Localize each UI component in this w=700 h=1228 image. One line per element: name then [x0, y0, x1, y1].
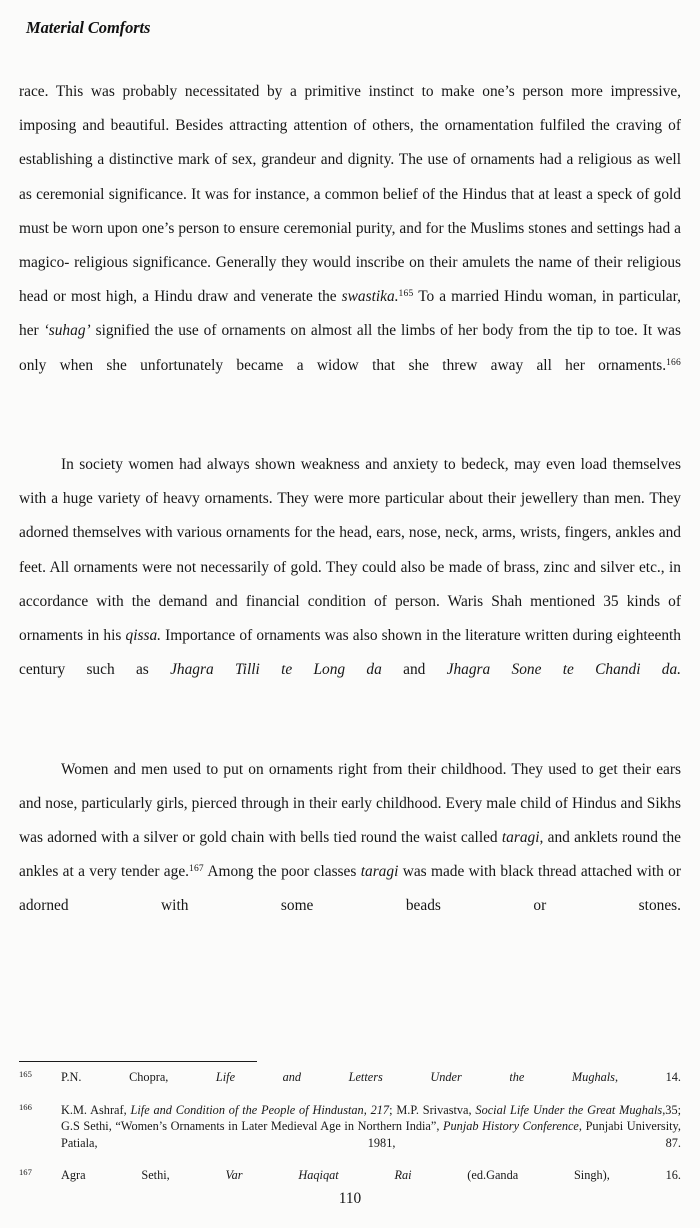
text-run: and anklets round the ankles at a very tender age.: [19, 829, 681, 881]
italic-run: taragi,: [501, 829, 544, 847]
text-run: Importance of ornaments was also shown in the literature written during eighteenth century such as: [19, 627, 681, 679]
text-run: Women and men used to put on ornaments right from their childhood. They used to get their ears and nose, particularly girls, pierced through in their early childhood. Every male child of Hindus and Sikhs was adorned with a silver or gold chain with bells tied round the waist called: [19, 760, 681, 847]
footnote-separator-rule: [19, 1061, 257, 1062]
text-run: , Punjabi University, Patiala, 1981, 87.: [61, 1119, 681, 1150]
footnote-number: 166: [19, 1101, 32, 1112]
italic-run: qissa.: [125, 627, 162, 645]
italic-run: Life and Letters Under the Mughals: [215, 1070, 615, 1084]
body-paragraph: [19, 75, 681, 417]
footnote-reference: 166: [666, 356, 681, 368]
footnote-entry: [19, 1102, 681, 1168]
text-run: race. This was probably necessitated by a primitive instinct to make one’s person more impressive, imposing and beautiful. Besides attracting attention of others, the ornamentation fulfiled the craving of establishing a distinctive mark of sex, grandeur and dignity. The use of ornaments had a religious as well as ceremonial significance. It was for instance, a common belief of the Hindus that at least a speck of gold must be worn upon one’s person to ensure ceremonial purity, and for the Muslims stones and settings had a magico- religious significance. Generally they would inscribe on their amulets the name of their religious head or most high, a Hindu draw and venerate the: [19, 83, 681, 306]
footnotes-section: [19, 1061, 681, 1200]
body-paragraph: [19, 753, 681, 958]
italic-run: Jhagra Tilli te Long da: [170, 661, 382, 679]
italic-run: ‘suhag’: [43, 322, 91, 340]
italic-run: Var Haqiqat Rai: [225, 1168, 412, 1183]
italic-run: taragi: [360, 863, 399, 881]
footnote-text: [61, 1070, 681, 1084]
footnote-number: 165: [19, 1069, 32, 1079]
italic-run: Jhagra Sone te Chandi da.: [446, 661, 682, 679]
text-run: In society women had always shown weakness and anxiety to bedeck, may even load themselves with a huge variety of heavy ornaments. They were more particular about their jewellery than men. They adorned themselves with various ornaments for the head, ears, nose, neck, arms, wrists, fingers, ankles and feet. All ornaments were not necessarily of gold. They could also be made of brass, zinc and silver etc., in accordance with the demand and financial condition of person. Waris Shah mentioned 35 kinds of ornaments in his: [19, 456, 681, 645]
italic-run: Punjab History Conference: [443, 1119, 579, 1134]
footnote-text: [61, 1168, 681, 1182]
text-run: Among the poor classes: [203, 863, 361, 881]
text-run: P.N. Chopra,: [61, 1070, 216, 1084]
footnote-entry: [19, 1069, 681, 1102]
text-run: ,35; G.S Sethi, “Women’s Ornaments in Later Medieval Age in Northern India”,: [61, 1102, 682, 1134]
page-number: 110: [338, 1190, 362, 1207]
text-run: , 14.: [614, 1070, 681, 1084]
italic-run: swastika.: [341, 288, 399, 306]
footnote-reference: 165: [398, 288, 414, 300]
text-run: ; M.P. Srivastva,: [389, 1102, 476, 1117]
text-run: was made with black thread attached with or adorned with some beads or stones.: [19, 863, 681, 915]
italic-run: Life and Condition of the People of Hindustan, 217: [130, 1102, 390, 1117]
text-run: K.M. Ashraf,: [61, 1102, 131, 1117]
footnote-reference: 167: [189, 863, 204, 875]
text-run: To a married Hindu woman, in particular, her: [19, 288, 681, 340]
footnote-number: 167: [19, 1167, 32, 1178]
body-paragraph: [19, 448, 681, 722]
running-head: Material Comforts: [26, 18, 151, 37]
text-run: Agra Sethi,: [61, 1168, 226, 1183]
footnote-text: [61, 1103, 681, 1150]
body-text-block: [19, 75, 681, 958]
italic-run: Social Life Under the Great Mughals: [475, 1102, 663, 1117]
text-run: and: [381, 661, 447, 679]
text-run: signified the use of ornaments on almost all the limbs of her body from the tip to toe. It was only when she unfortunately became a widow that she threw away all her ornaments.: [19, 322, 681, 374]
text-run: (ed.Ganda Singh), 16.: [411, 1168, 681, 1183]
